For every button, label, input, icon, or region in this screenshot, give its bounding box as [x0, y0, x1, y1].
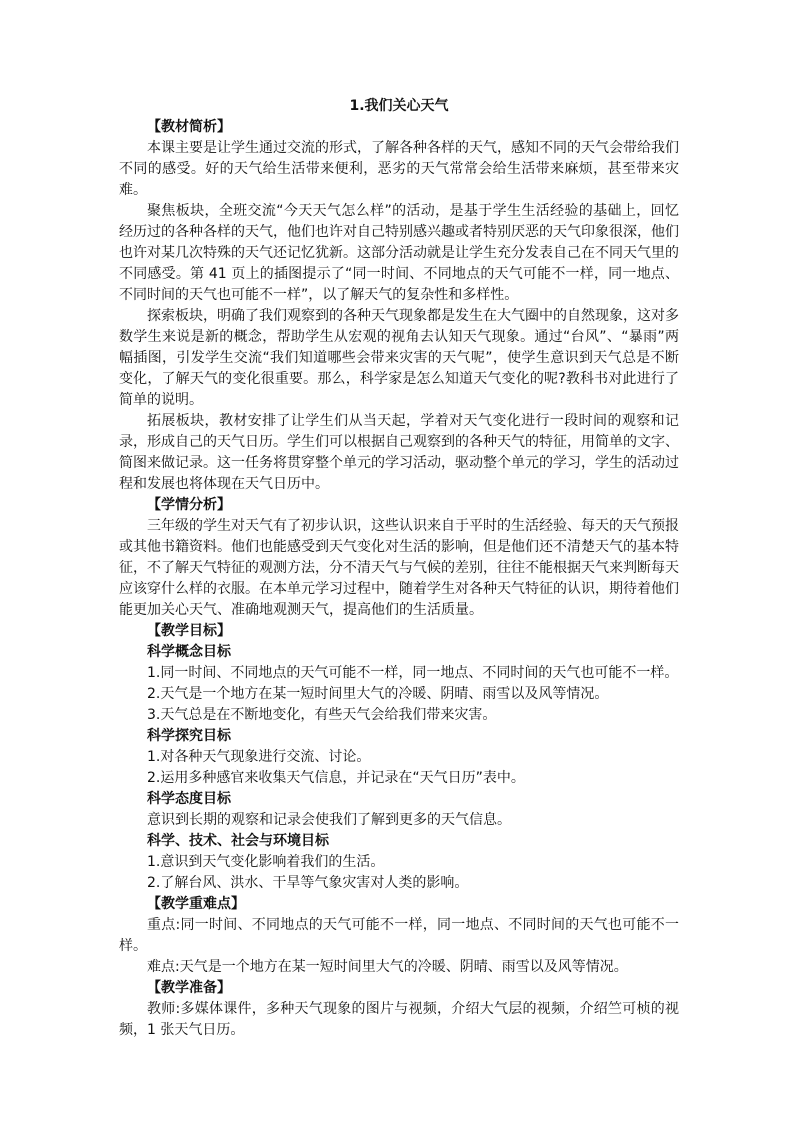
paragraph: 重点:同一时间、不同地点的天气可能不一样，同一地点、不同时间的天气也可能不一样。 — [119, 917, 679, 954]
paragraph: 拓展板块，教材安排了让学生们从当天起，学着对天气变化进行一段时间的观察和记录，形成自己的天气日历。学生们可以根据自己观察到的各种天气的特征，用简单的文字、简图来做记录。这一任务将贯穿整个单元的学习活动，驱动整个单元的学习，学生的活动过程和发展也将体现在天气日历中。 — [119, 413, 679, 492]
goal-item: 1.对各种天气现象进行交流、讨论。 — [147, 749, 371, 765]
goal-item: 2.运用多种感官来收集天气信息，并记录在“天气日历”表中。 — [147, 770, 525, 786]
goal-group-heading: 科学态度目标 — [147, 791, 231, 807]
goal-item: 1.同一时间、不同地点的天气可能不一样，同一地点、不同时间的天气也可能不一样。 — [147, 665, 679, 681]
paragraph: 聚焦板块，全班交流“今天天气怎么样”的活动，是基于学生生活经验的基础上，回忆经历过的各种各样的天气，他们也许对自己特别感兴趣或者特别厌恶的天气印象很深，他们也许对某几次特殊的天气还记忆犹新。这部分活动就是让学生充分发表自己在不同天气里的不同感受。第 41 页上的插图提示了“同一时间、不同地点的天气可能不一样，同一地点、不同时间的天气也可能不一样”，以了解天气的复杂性和多样性。 — [119, 203, 679, 303]
document-body — [119, 96, 679, 1041]
goal-item: 3.天气总是在不断地变化，有些天气会给我们带来灾害。 — [147, 707, 497, 723]
section-heading-preparation: 【教学准备】 — [147, 980, 231, 996]
paragraph: 三年级的学生对天气有了初步认识，这些认识来自于平时的生活经验、每天的天气预报或其他书籍资料。他们也能感受到天气变化对生活的影响，但是他们还不清楚天气的基本特征，不了解天气特征的观测方法，分不清天气与气候的差别，往往不能根据天气来判断每天应该穿什么样的衣服。在本单元学习过程中，随着学生对各种天气特征的认识，期待着他们能更加关心天气、准确地观测天气，提高他们的生活质量。 — [119, 518, 679, 618]
paragraph: 本课主要是让学生通过交流的形式，了解各种各样的天气，感知不同的天气会带给我们不同的感受。好的天气给生活带来便利，恶劣的天气常常会给生活带来麻烦，甚至带来灾难。 — [119, 140, 679, 198]
page-title: 1.我们关心天气 — [349, 98, 449, 114]
goal-group-heading: 科学、技术、社会与环境目标 — [147, 833, 329, 849]
paragraph: 难点:天气是一个地方在某一短时间里大气的冷暖、阴晴、雨雪以及风等情况。 — [147, 959, 628, 975]
section-heading-teaching-goals: 【教学目标】 — [147, 623, 231, 639]
paragraph: 教师:多媒体课件，多种天气现象的图片与视频，介绍大气层的视频，介绍竺可桢的视频，1 张天气日历。 — [119, 1001, 679, 1038]
section-heading-material-analysis: 【教材简析】 — [147, 119, 231, 135]
goal-group-heading: 科学探究目标 — [147, 728, 231, 744]
goal-item: 2.天气是一个地方在某一短时间里大气的冷暖、阴晴、雨雪以及风等情况。 — [147, 686, 609, 702]
goal-group-heading: 科学概念目标 — [147, 644, 231, 660]
goal-item: 意识到长期的观察和记录会使我们了解到更多的天气信息。 — [147, 812, 511, 828]
section-heading-key-points: 【教学重难点】 — [147, 896, 245, 912]
paragraph: 探索板块，明确了我们观察到的各种天气现象都是发生在大气圈中的自然现象，这对多数学生来说是新的概念，帮助学生从宏观的视角去认知天气现象。通过“台风”、“暴雨”两幅插图，引发学生交流“我们知道哪些会带来灾害的天气呢”，使学生意识到天气总是不断变化，了解天气的变化很重要。那么，科学家是怎么知道天气变化的呢?教科书对此进行了简单的说明。 — [119, 308, 679, 408]
goal-item: 1.意识到天气变化影响着我们的生活。 — [147, 854, 385, 870]
goal-item: 2.了解台风、洪水、干旱等气象灾害对人类的影响。 — [147, 875, 469, 891]
section-heading-learner-analysis: 【学情分析】 — [147, 497, 231, 513]
